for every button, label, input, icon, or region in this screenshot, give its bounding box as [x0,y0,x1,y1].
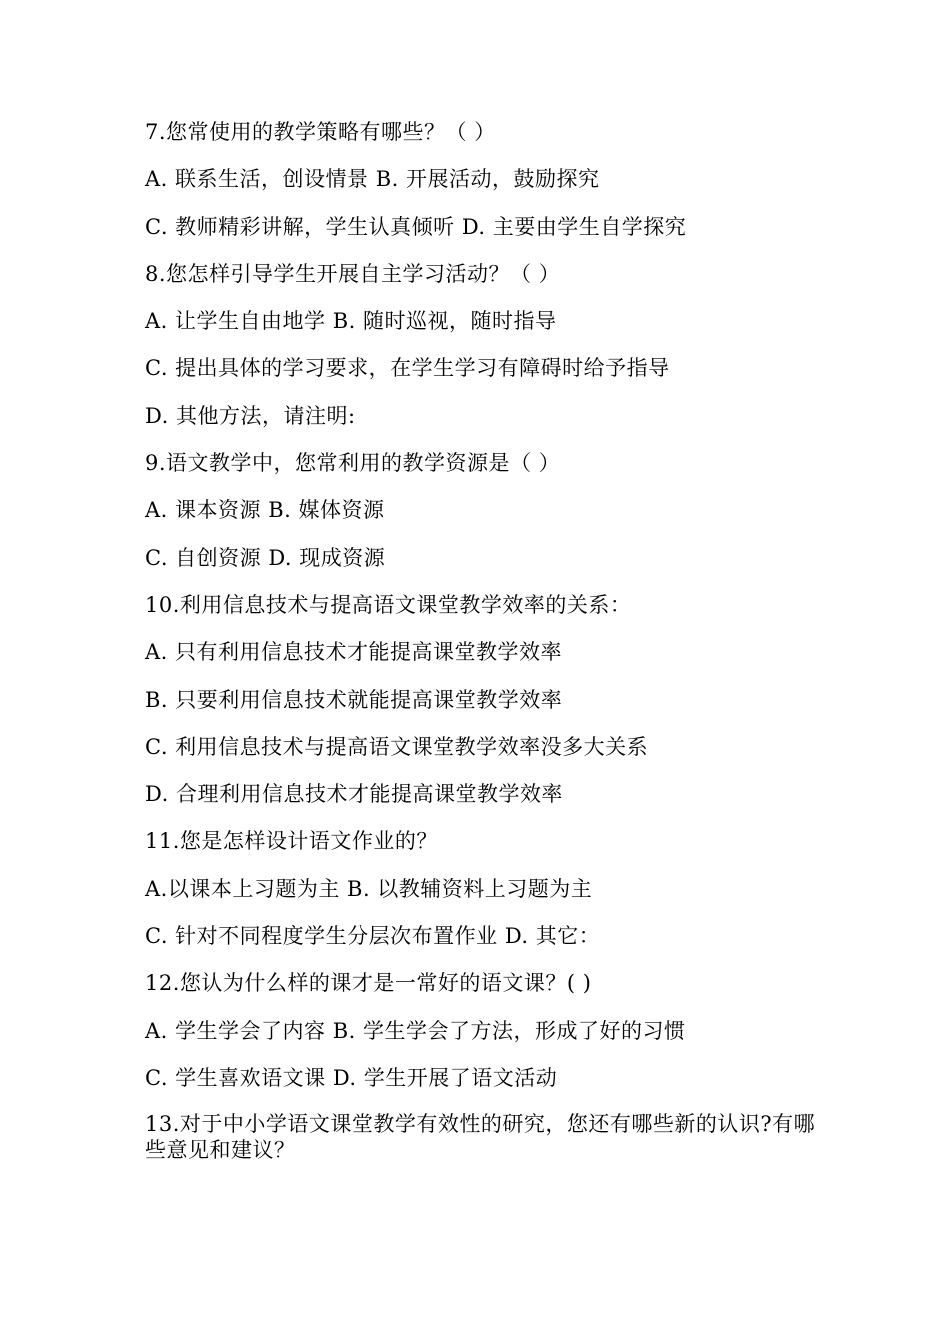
question-12: 12.您认为什么样的课才是一常好的语文课？( ) [145,971,592,996]
question-9-options-cd: C. 自创资源 D. 现成资源 [145,545,386,570]
document-page [145,118,825,1163]
question-9: 9.语文教学中，您常利用的教学资源是（ ） [145,451,561,476]
question-8-option-d: D. 其他方法，请注明: [145,403,356,428]
question-10-option-a: A. 只有利用信息技术才能提高课堂教学效率 [145,640,563,665]
question-10-option-d: D. 合理利用信息技术才能提高课堂教学效率 [145,782,563,807]
question-8: 8.您怎样引导学生开展自主学习活动？（ ） [145,261,561,286]
question-11: 11.您是怎样设计语文作业的？ [145,829,438,854]
question-12-options-ab: A. 学生学会了内容 B. 学生学会了方法，形成了好的习惯 [145,1018,686,1043]
question-10-option-b: B. 只要利用信息技术就能提高课堂教学效率 [145,687,563,712]
question-12-options-cd: C. 学生喜欢语文课 D. 学生开展了语文活动 [145,1065,558,1090]
question-8-option-c: C. 提出具体的学习要求，在学生学习有障碍时给予指导 [145,356,670,381]
question-11-options-cd: C. 针对不同程度学生分层次布置作业 D. 其它： [145,924,601,949]
question-9-options-ab: A. 课本资源 B. 媒体资源 [145,498,385,523]
question-7: 7.您常使用的教学策略有哪些？（ ） [145,120,496,144]
question-11-options-ab: A.以课本上习题为主 B. 以教辅资料上习题为主 [145,876,593,901]
question-8-options-ab: A. 让学生自由地学 B. 随时巡视，随时指导 [145,309,557,334]
question-10-option-c: C. 利用信息技术与提高语文课堂教学效率没多大关系 [145,734,649,759]
question-7-options-ab: A. 联系生活，创设情景 B. 开展活动，鼓励探究 [145,167,600,192]
question-13: 13.对于中小学语文课堂教学有效性的研究，您还有哪些新的认识?有哪些意见和建议？ [145,1112,816,1163]
question-7-options-cd: C. 教师精彩讲解，学生认真倾听 D. 主要由学生自学探究 [145,214,687,239]
question-10: 10.利用信息技术与提高语文课堂教学效率的关系： [145,592,632,617]
